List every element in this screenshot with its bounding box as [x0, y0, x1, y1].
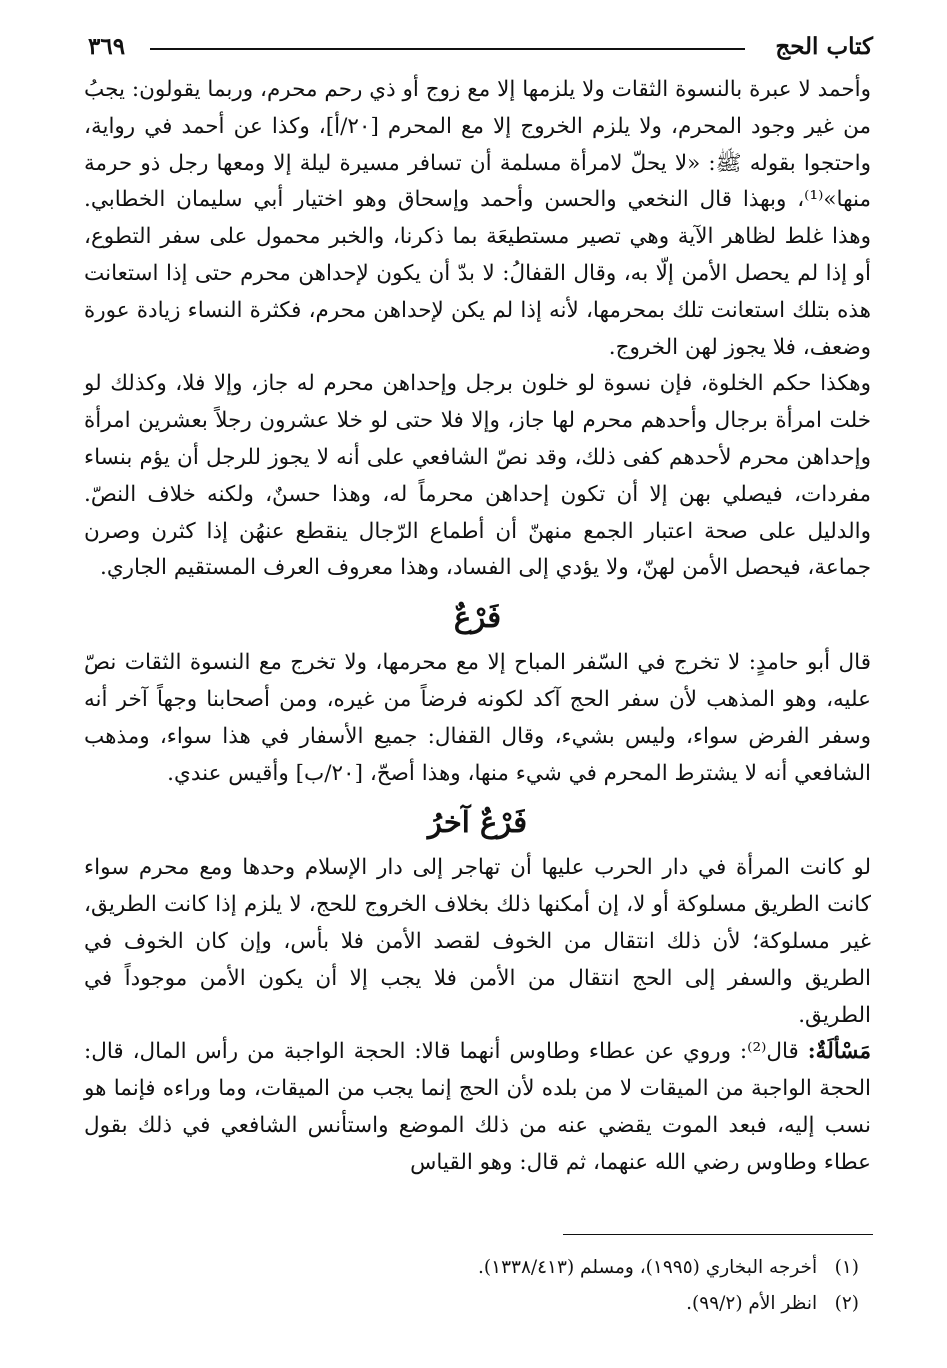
running-title: كتاب الحج	[775, 33, 873, 60]
footnote-text: انظر الأم (٩٩/٢).	[686, 1293, 818, 1314]
running-header	[88, 30, 873, 64]
page-number: ٣٦٩	[88, 33, 126, 60]
footnote-number: (٢)	[834, 1293, 859, 1314]
header-rule	[150, 48, 745, 50]
paragraph-3: قال أبو حامدٍ: لا تخرج في السّفر المباح إلا مع محرمها، ولا تخرج مع النسوة الثقات نصّ عليه، وهو المذهب لأن سفر الحج آكد لكونه فرضاً من غيره، ومن أصحابنا وجهاً آخر أنه وسفر الفرض سواء، وليس بشيء، وقال القفال: جميع الأسفار في هذا سواء، ومذهب الشافعي أنه لا يشترط المحرم في شيء منها، وهذا أصحّ، [٢٠/ب] وأقيس عندي.	[84, 650, 871, 786]
footnotes	[84, 1250, 859, 1322]
footnote-text: أخرجه البخاري (١٩٩٥)، ومسلم (١٣٣٨/٤١٣).	[478, 1257, 818, 1278]
paragraph-5	[84, 1034, 871, 1181]
paragraph-2: وهكذا حكم الخلوة، فإن نسوة لو خلون برجل وإحداهن محرم له جاز، وإلا فلا، وكذلك لو خلت امرأة برجال وأحدهم محرم لها جاز، وإلا فلا حتى لو خلا عشرون رجلاً بعشرين امرأة وإحداهن محرم لأحدهم كفى ذلك، وقد نصّ الشافعي على أنه لا يجوز للرجل أن يؤم بنساء مفردات، فيصلي بهن إلا أن تكون إحداهن محرماً له، وهذا حسنٌ، ولكنه خلاف النصّ. والدليل على صحة اعتبار الجمع منهنّ أن أطماع الرّجال ينقطع عنهُن إذا كثرن وصرن جماعة، فيحصل الأمن لهنّ، ولا يؤدي إلى الفساد، وهذا معروف العرف المستقيم الجاري.	[84, 371, 871, 581]
section-heading-far: فَرْعٌ	[453, 600, 502, 635]
paragraph-4: لو كانت المرأة في دار الحرب عليها أن تهاجر إلى دار الإسلام وحدها ومع محرم سواء كانت الطريق مسلوكة أو لا، إن أمكنها ذلك بخلاف الخروج للحج، لا يلزم إذا كانت الطريق، غير مسلوكة؛ لأن ذلك انتقال من الخوف لقصد الأمن فلا بأس، وإن كان الخوف في الطريق والسفر إلى الحج انتقال من الأمن فلا يجب إلا أن يكون الأمن موجوداً في الطريق.	[84, 855, 871, 1028]
footnote-1	[84, 1250, 859, 1286]
section-heading-far-akhar: فَرْعٌ آخرُ	[427, 805, 528, 840]
footnote-number: (١)	[834, 1257, 859, 1278]
footnote-rule	[563, 1234, 873, 1235]
main-text	[84, 72, 871, 1182]
paragraph-5-text: قال⁽²⁾: وروي عن عطاء وطاوس أنهما قالا: الحجة الواجبة من رأس المال، قال: الحجة الواجبة من الميقات لا من بلده لأن الحج إنما يجب من الميقات، وما وراءه فإنما هو نسب إليه، فبعد الموت يقضي عنه من ذلك الموضع واستأنس الشافعي في ذلك بقول عطاء وطاوس رضي الله عنهما، ثم قال: وهو القياس	[84, 1039, 871, 1175]
footnote-2	[84, 1286, 859, 1322]
paragraph-1: وأحمد لا عبرة بالنسوة الثقات ولا يلزمها إلا مع زوج أو ذي رحم محرم، وربما يقولون: يجبُ من غير وجود المحرم، ولا يلزم الخروج إلا مع المحرم [٢٠/أ]، وكذا عن أحمد في رواية، واحتجوا بقوله ﷺ: «لا يحلّ لامرأة مسلمة أن تسافر مسيرة ليلة إلا ومعها رجل ذو حرمة منها»⁽¹⁾، وبهذا قال النخعي والحسن وأحمد وإسحاق وهو اختيار أبي سليمان الخطابي. وهذا غلط لظاهر الآية وهي تصير مستطيعَة بما ذكرنا، والخبر محمول على سفر التطوع، أو إذا لم يحصل الأمن إلّا به، وقال القفالُ: لا بدّ أن يكون لإحداهن محرم حتى إذا استعانت هذه بتلك استعانت تلك بمحرمها، لأنه إذا لم يكن لإحداهن محرم، فكثرة النساء زيادة عورة وضعف، فلا يجوز لهن الخروج.	[84, 77, 872, 360]
issue-label: مَسْألَةٌ:	[807, 1039, 871, 1065]
